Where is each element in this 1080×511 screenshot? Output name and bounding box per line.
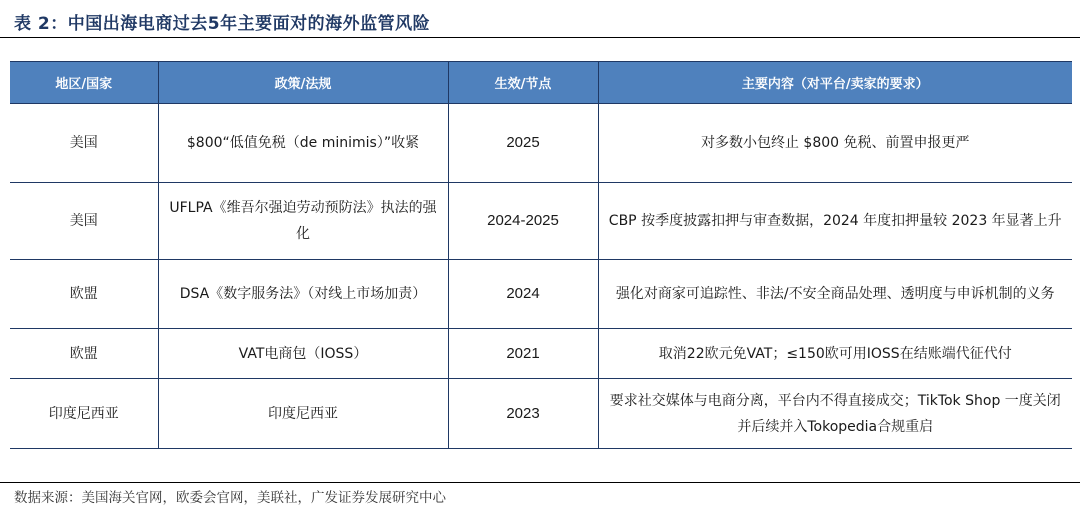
top-rule bbox=[0, 37, 1080, 38]
cell-region: 欧盟 bbox=[10, 329, 158, 379]
cell-region: 美国 bbox=[10, 183, 158, 260]
cell-date: 2024 bbox=[448, 260, 598, 329]
cell-date: 2021 bbox=[448, 329, 598, 379]
cell-content: 要求社交媒体与电商分离，平台内不得直接成交；TikTok Shop 一度关闭并后续并入Tokopedia合规重启 bbox=[598, 379, 1072, 449]
cell-policy: UFLPA《维吾尔强迫劳动预防法》执法的强化 bbox=[158, 183, 448, 260]
regulation-table bbox=[10, 61, 1072, 449]
cell-content: 对多数小包终止 $800 免税、前置申报更严 bbox=[598, 104, 1072, 183]
table-caption: 表 2：中国出海电商过去5年主要面对的海外监管风险 bbox=[14, 14, 431, 34]
cell-policy: $800“低值免税（de minimis）”收紧 bbox=[158, 104, 448, 183]
bottom-rule bbox=[0, 482, 1080, 483]
header-content: 主要内容（对平台/卖家的要求） bbox=[598, 62, 1072, 104]
cell-content: CBP 按季度披露扣押与审查数据，2024 年度扣押量较 2023 年显著上升 bbox=[598, 183, 1072, 260]
cell-content: 取消22欧元免VAT；≤150欧可用IOSS在结账端代征代付 bbox=[598, 329, 1072, 379]
cell-policy: VAT电商包（IOSS） bbox=[158, 329, 448, 379]
cell-date: 2024-2025 bbox=[448, 183, 598, 260]
table-row bbox=[10, 379, 1072, 449]
cell-content: 强化对商家可追踪性、非法/不安全商品处理、透明度与申诉机制的义务 bbox=[598, 260, 1072, 329]
cell-region: 印度尼西亚 bbox=[10, 379, 158, 449]
table-row bbox=[10, 183, 1072, 260]
table-row bbox=[10, 260, 1072, 329]
cell-policy: DSA《数字服务法》（对线上市场加责） bbox=[158, 260, 448, 329]
cell-policy: 印度尼西亚 bbox=[158, 379, 448, 449]
table-header-row bbox=[10, 62, 1072, 104]
cell-date: 2023 bbox=[448, 379, 598, 449]
table-row bbox=[10, 329, 1072, 379]
cell-region: 欧盟 bbox=[10, 260, 158, 329]
source-note: 数据来源：美国海关官网，欧委会官网，美联社，广发证券发展研究中心 bbox=[14, 490, 446, 506]
cell-region: 美国 bbox=[10, 104, 158, 183]
cell-date: 2025 bbox=[448, 104, 598, 183]
table-row bbox=[10, 104, 1072, 183]
header-region: 地区/国家 bbox=[10, 62, 158, 104]
header-policy: 政策/法规 bbox=[158, 62, 448, 104]
header-date: 生效/节点 bbox=[448, 62, 598, 104]
